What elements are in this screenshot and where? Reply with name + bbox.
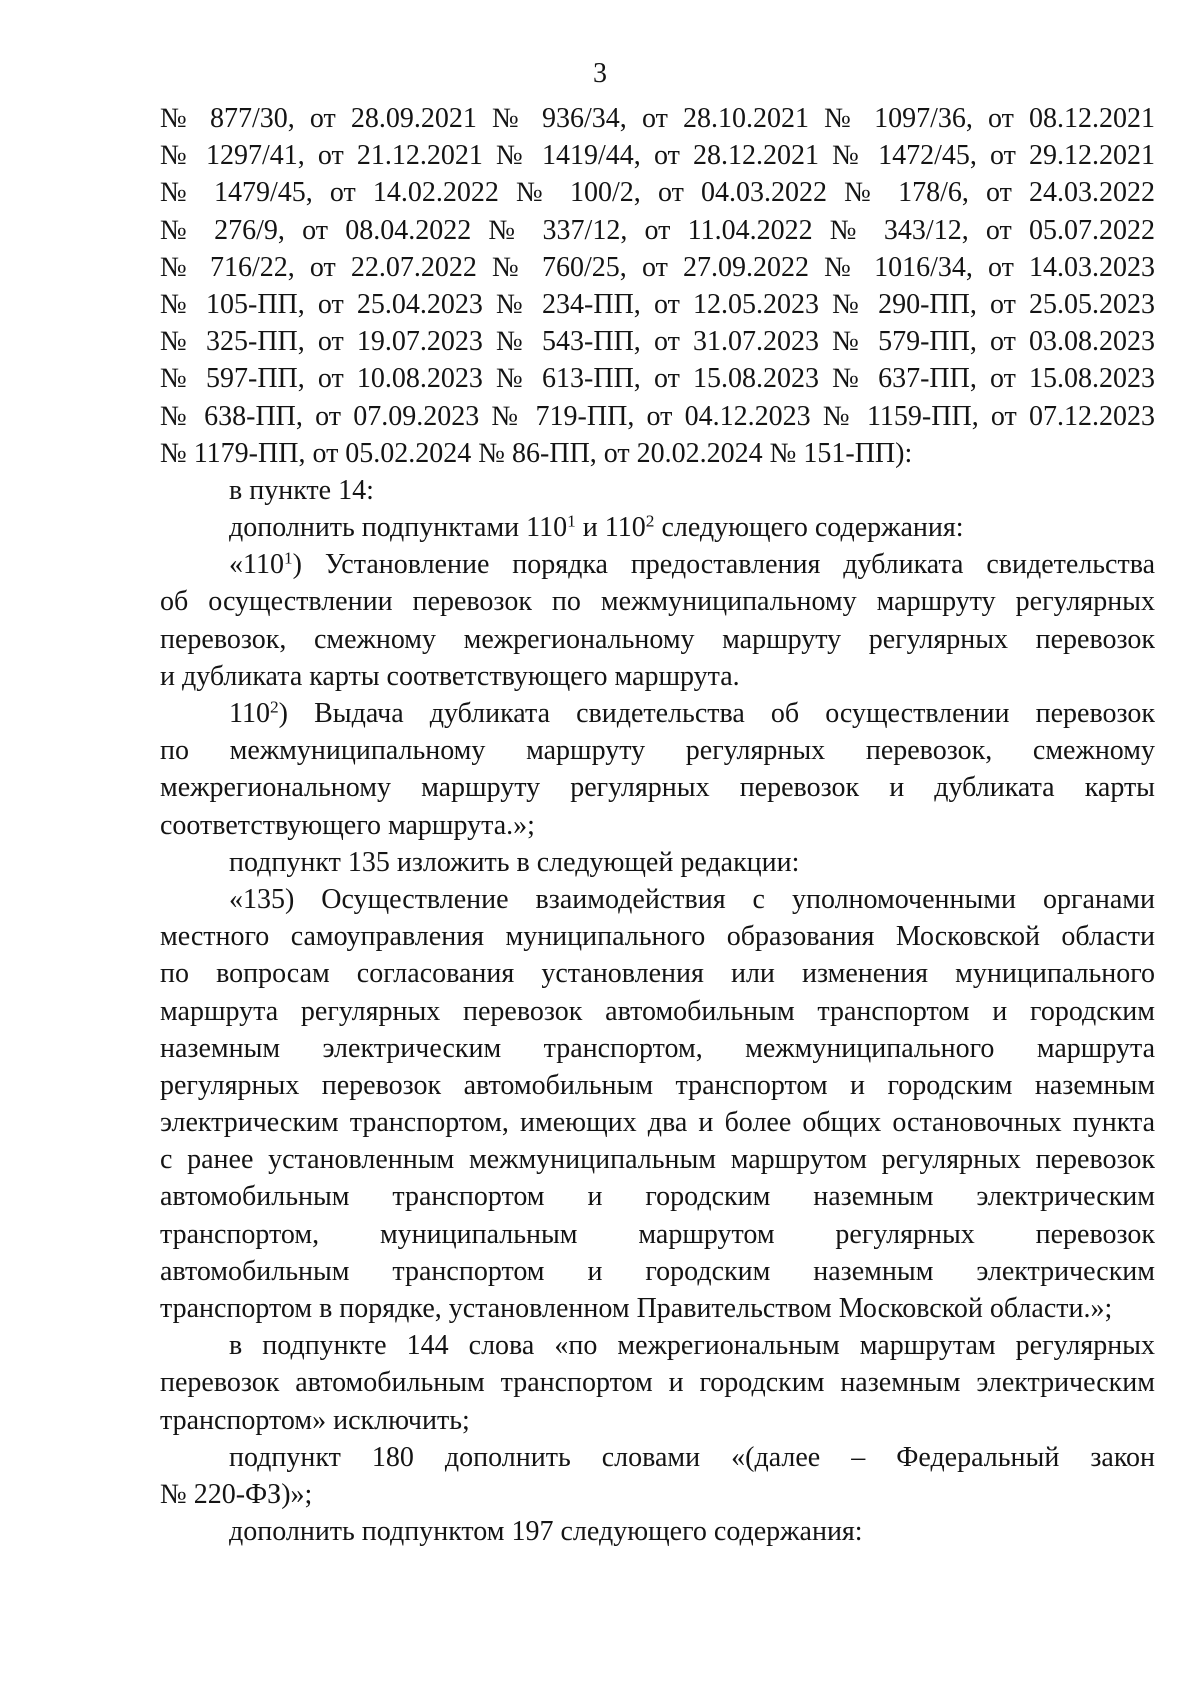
text-line: наземным электрическим транспортом, межмуниципального маршрута xyxy=(160,1032,1155,1064)
text-line: № 1479/45, от 14.02.2022 № 100/2, от 04.03.2022 № 178/6, от 24.03.2022 xyxy=(160,177,1155,209)
text-run: следующего содержания: xyxy=(654,512,964,544)
text-run: «110 xyxy=(229,549,284,581)
text-line: регулярных перевозок автомобильным транспортом и городским наземным xyxy=(160,1069,1155,1101)
text-run: 110 xyxy=(229,698,270,729)
text-line: № 325-ПП, от 19.07.2023 № 543-ПП, от 31.07.2023 № 579-ПП, от 03.08.2023 xyxy=(160,326,1155,358)
text-line: межрегиональному маршруту регулярных перевозок и дубликата карты xyxy=(160,772,1155,804)
document-body xyxy=(160,100,1155,1550)
text-line: в подпункте 144 слова «по межрегиональным маршрутам регулярных xyxy=(229,1330,1155,1362)
text-line: транспортом в порядке, установленном Правительством Московской области.»; xyxy=(160,1293,1113,1324)
text-line: «135) Осуществление взаимодействия с уполномоченными органами xyxy=(229,883,1155,915)
text-line: № 877/30, от 28.09.2021 № 936/34, от 28.10.2021 № 1097/36, от 08.12.2021 xyxy=(160,103,1155,134)
text-line: соответствующего маршрута.»; xyxy=(160,809,535,841)
text-line: автомобильным транспортом и городским наземным электрическим xyxy=(160,1181,1155,1213)
text-line: транспортом» исключить; xyxy=(160,1404,470,1436)
text-line: № 597-ПП, от 10.08.2023 № 613-ПП, от 15.08.2023 № 637-ПП, от 15.08.2023 xyxy=(160,363,1155,395)
text-line: электрическим транспортом, имеющих два и более общих остановочных пункта xyxy=(160,1107,1155,1139)
text-line: об осуществлении перевозок по межмуниципальному маршруту регулярных xyxy=(160,586,1155,618)
text-line: в пункте 14: xyxy=(229,474,374,506)
text-line xyxy=(160,546,1155,583)
text-line: № 105-ПП, от 25.04.2023 № 234-ПП, от 12.05.2023 № 290-ПП, от 25.05.2023 xyxy=(160,288,1155,320)
text-run: ) Выдача дубликата свидетельства об осуществлении перевозок xyxy=(278,698,1155,729)
text-line: автомобильным транспортом и городским наземным электрическим xyxy=(160,1255,1155,1287)
text-line: с ранее установленным межмуниципальным маршрутом регулярных перевозок xyxy=(160,1144,1155,1176)
text-line: № 638-ПП, от 07.09.2023 № 719-ПП, от 04.12.2023 № 1159-ПП, от 07.12.2023 xyxy=(160,400,1155,432)
text-line: № 276/9, от 08.04.2022 № 337/12, от 11.04.2022 № 343/12, от 05.07.2022 xyxy=(160,214,1155,246)
text-line: местного самоуправления муниципального образования Московской области xyxy=(160,921,1155,953)
text-line xyxy=(160,509,1155,546)
text-line: по вопросам согласования установления или изменения муниципального xyxy=(160,958,1155,990)
text-line: № 716/22, от 22.07.2022 № 760/25, от 27.09.2022 № 1016/34, от 14.03.2023 xyxy=(160,251,1155,283)
text-line: дополнить подпунктом 197 следующего содержания: xyxy=(229,1516,863,1548)
superscript: 1 xyxy=(283,548,293,568)
text-line: № 220-ФЗ)»; xyxy=(160,1478,313,1510)
text-line: перевозок автомобильным транспортом и городским наземным электрическим xyxy=(160,1367,1155,1399)
text-line: № 1297/41, от 21.12.2021 № 1419/44, от 28.12.2021 № 1472/45, от 29.12.2021 xyxy=(160,140,1155,172)
superscript: 2 xyxy=(645,511,655,531)
text-line: № 1179-ПП, от 05.02.2024 № 86-ПП, от 20.02.2024 № 151-ПП): xyxy=(160,437,913,469)
superscript: 2 xyxy=(269,697,279,717)
text-line: перевозок, смежному межрегиональному маршруту регулярных перевозок xyxy=(160,623,1155,655)
text-line: и дубликата карты соответствующего маршрута. xyxy=(160,660,740,692)
text-run: ) Установление порядка предоставления дубликата свидетельства xyxy=(292,549,1155,581)
text-run: и 110 xyxy=(575,512,646,544)
text-run: дополнить подпунктами 110 xyxy=(229,512,568,544)
text-line: по межмуниципальному маршруту регулярных перевозок, смежному xyxy=(160,735,1155,767)
text-line: маршрута регулярных перевозок автомобильным транспортом и городским xyxy=(160,995,1155,1027)
text-line: подпункт 135 изложить в следующей редакции: xyxy=(229,846,800,878)
superscript: 1 xyxy=(567,511,576,531)
page-number: 3 xyxy=(593,58,607,89)
text-line xyxy=(160,695,1155,732)
text-line: подпункт 180 дополнить словами «(далее – Федеральный закон xyxy=(229,1441,1155,1473)
text-line: транспортом, муниципальным маршрутом регулярных перевозок xyxy=(160,1218,1155,1250)
